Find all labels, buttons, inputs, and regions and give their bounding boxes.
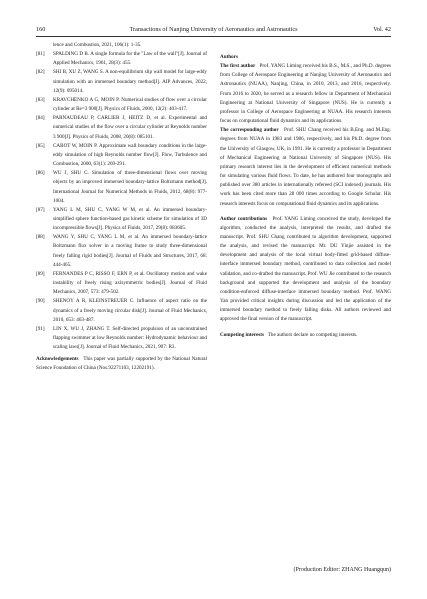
reference-item bbox=[36, 142, 207, 169]
competing-interests-label: Competing interests bbox=[220, 331, 265, 338]
reference-item bbox=[36, 169, 207, 206]
reference-number: [81] bbox=[36, 51, 45, 58]
acknowledgements-label: Acknowledgements bbox=[36, 356, 79, 363]
reference-number: [87] bbox=[36, 206, 45, 213]
reference-text: CABOT W, MOIN P. Approximate wall boundary conditions in the large-eddy simulation of high Reynolds number flow[J]. Flow, Turbulence and Combustion, 2000, 63(1): 269-291. bbox=[53, 142, 207, 168]
reference-item bbox=[36, 233, 207, 270]
header-rule bbox=[36, 36, 391, 37]
first-author-text: Prof. YANG Liming received his B.S., M.S., and Ph.D. degrees from College of Aerospace Engineering at Nanjing University of Aeronautics and Astronautics (NUAA), Nanjing, China, in 2010, 2013, and 2016, respectively. From 2016 to 2020, he served as a research fellow in Department of Mechanical Engineering at National University of Singapore (NUS). He is currently a professor in College of Aerospace Engineering at NUAA. His research interests focus on computational fluid dynamics and its applications. bbox=[220, 63, 391, 125]
corresponding-author-bio bbox=[220, 126, 391, 208]
left-column bbox=[36, 41, 207, 374]
reference-list bbox=[36, 41, 207, 352]
reference-number: [85] bbox=[36, 142, 45, 149]
corresponding-author-text: Prof. SHU Chang received his B.Eng. and M.Eng. degrees from NUAA in 1983 and 1986, respectively, and his Ph.D. degree from the University of Glasgow, UK, in 1991. He is currently a professor in Department of Mechanical Engineering at National University of Singapore (NUS). His primary research interest lies in the development of efficient numerical methods for simulating various fluid flows. To date, he has authored four monographs and published over 380 articles in internationally refereed (SCI indexed) journals. His work has been cited more than 28 000 times according to Google Scholar. His research interests focus on computational fluid dynamics and its applications. bbox=[220, 127, 392, 207]
authors-heading: Authors bbox=[220, 54, 238, 60]
reference-item bbox=[36, 96, 207, 114]
reference-item bbox=[36, 297, 207, 324]
right-column bbox=[220, 41, 391, 340]
reference-text: YANG L M, SHU C, YANG W M, et al. An immersed boundary-simplified sphere function-based gas kinetic scheme for simulation of 3D incompressible flows[J]. Physics of Fluids, 2017, 29(8): 083605. bbox=[53, 206, 207, 232]
author-contributions-text: Prof. YANG Liming conceived the study, developed the algorithm, conducted the analysis, interpreted the results, and drafted the manuscript. Prof. SHU Chang contributed to algorithm development, supported the analysis, and revised the manuscript. Mr. DU Yinjie assisted in the development and analysis of the local virtual body-fitted grid-based diffuse-interface immersed boundary method, contributed to data collection and model validation, and co-drafted the manuscript. Prof. WU Jie contributed to the research background and supported the development and analysis of the boundary condition-enforced diffuse-interface immersed boundary method. Prof. WANG Yan provided critical insights during discussion and led the application of the immersed boundary method to freely falling disks. All authors reviewed and approved the final version of the manuscript. bbox=[220, 215, 391, 323]
reference-text: WU J, SHU C. Simulation of three-dimensional flows over moving objects by an improved immersed boundary-lattice Boltzmann method[J]. International Journal for Numerical Methods in Fluids, 2012, 68(8): 977-1004. bbox=[53, 170, 207, 204]
production-editor: (Production Editor: ZHANG Huangqun) bbox=[293, 567, 391, 573]
competing-interests-text: The authors declare no competing interests. bbox=[267, 331, 358, 338]
reference-text: lence and Combustion, 2021, 106(1): 1-35. bbox=[53, 42, 142, 48]
reference-number: [90] bbox=[36, 298, 45, 305]
acknowledgements-text: This paper was partially supported by the National Natural Science Foundation of China (Nos.92271103, 12202191). bbox=[36, 356, 207, 372]
reference-number: [88] bbox=[36, 234, 45, 241]
reference-text: LIN X, WU J, ZHANG T. Self-directed propulsion of an unconstrained flapping swimmer at low Reynolds number: Hydrodynamic behaviour and scaling laws[J]. Journal of Fluid Mechanics, 2021, 907: R3. bbox=[53, 325, 207, 351]
reference-item bbox=[36, 68, 207, 95]
reference-number: [91] bbox=[36, 325, 45, 332]
acknowledgements bbox=[36, 355, 207, 373]
corresponding-author-label: The corresponding author bbox=[220, 127, 279, 134]
author-contributions-label: Author contributions bbox=[220, 215, 268, 222]
journal-title: Transactions of Nanjing University of Aeronautics and Astronautics bbox=[129, 25, 298, 33]
competing-interests bbox=[220, 331, 391, 340]
reference-item bbox=[36, 41, 207, 50]
reference-text: SPALDING D B. A single formula for the "Law of the wall"[J]. Journal of Applied Mechanics, 1961, 28(3): 455. bbox=[53, 51, 207, 67]
page-number: 160 bbox=[36, 25, 46, 33]
reference-text: WANG Y, SHU C, YANG L M, et al. An immersed boundary-lattice Boltzmann flux solver in a moving frame to study three-dimensional freely falling rigid bodies[J]. Journal of Fluids and Structures, 2017, 68: 444-465. bbox=[53, 234, 207, 268]
reference-number: [86] bbox=[36, 170, 45, 177]
reference-item bbox=[36, 206, 207, 233]
reference-number: [82] bbox=[36, 69, 45, 76]
reference-text: SHENOY A R, KLEINSTREUER C. Influence of aspect ratio on the dynamics of a freely moving circular disk[J]. Journal of Fluid Mechanics, 2010, 653: 463-487. bbox=[53, 298, 207, 323]
reference-text: SHI B, XU Z, WANG S. A non-equilibrium slip wall model for large-eddy simulation with an immersed boundary method[J]. AIP Advances, 2022, 12(9): 095014. bbox=[53, 69, 207, 94]
first-author-label: The first author bbox=[220, 63, 256, 70]
reference-number: [89] bbox=[36, 270, 45, 277]
volume-label: Vol. 42 bbox=[373, 25, 391, 33]
reference-item bbox=[36, 114, 207, 141]
reference-item bbox=[36, 325, 207, 352]
reference-number: [84] bbox=[36, 115, 45, 122]
reference-text: KRAVCHENKO A G, MOIN P. Numerical studies of flow over a circular cylinder at Re=3 900[J]. Physics of Fluids, 2000, 12(2): 403-417. bbox=[53, 96, 207, 113]
page-header bbox=[36, 23, 391, 35]
reference-number: [83] bbox=[36, 96, 45, 103]
first-author-bio bbox=[220, 62, 391, 126]
reference-item bbox=[36, 270, 207, 297]
author-contributions bbox=[220, 215, 391, 325]
reference-text: PARNAUDEAU P, CARLIER J, HEITZ D, et al. Experimental and numerical studies of the flow over a circular cylinder at Reynolds number 3 900[J]. Physics of Fluids, 2008, 20(8): 085101. bbox=[53, 115, 207, 140]
reference-item bbox=[36, 50, 207, 68]
reference-number bbox=[36, 41, 53, 50]
reference-text: FERNANDES P C, RISSO F, ERN P, et al. Oscillatory motion and wake instability of freely rising axisymmetric bodies[J]. Journal of Fluid Mechanics, 2007, 573: 479-502. bbox=[53, 270, 207, 296]
